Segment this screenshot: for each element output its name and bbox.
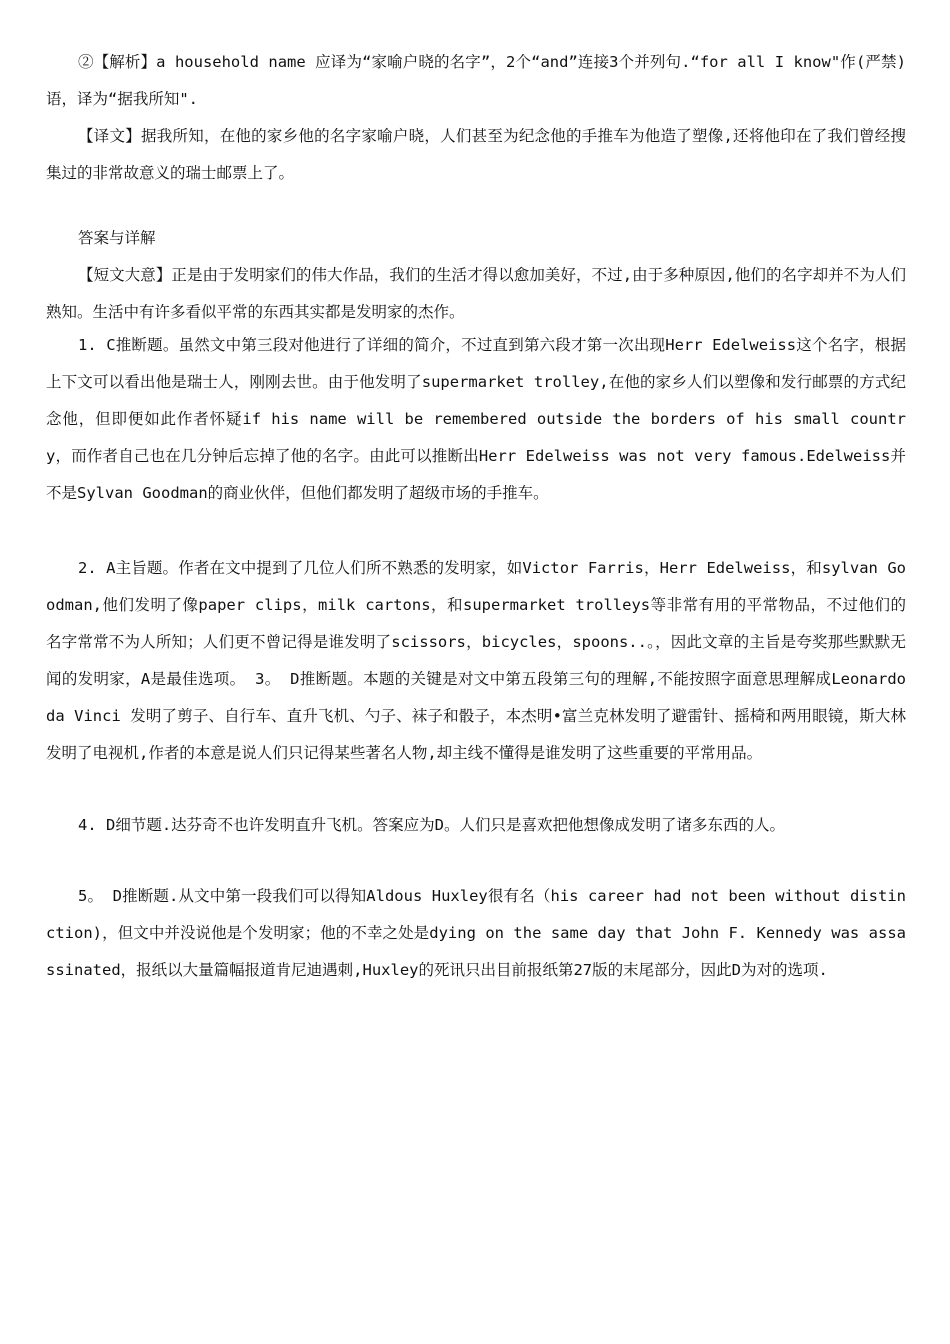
translation-paragraph: 【译文】据我所知，在他的家乡他的名字家喻户晓，人们甚至为纪念他的手推车为他造了塑像,还将他印在了我们曾经搜集过的非常故意义的瑞士邮票上了。 [46,127,906,182]
summary-paragraph: 【短文大意】正是由于发明家们的伟大作品，我们的生活才得以愈加美好，不过,由于多种原因,他们的名字却并不为人们熟知。生活中有许多看似平常的东西其实都是发明家的杰作。 [46,266,906,321]
analysis-paragraph: ②【解析】a household name 应译为“家喻户晓的名字”，2个“and”连接3个并列句.“for all I know"作(严禁)语，译为“据我所知". [46,53,906,108]
answer-heading: 答案与详解 [78,229,156,247]
answer-2-3-paragraph: 2. A主旨题。作者在文中提到了几位人们所不熟悉的发明家，如Victor Farris，Herr Edelweiss，和sylvan Goodman,他们发明了像paper clips，milk cartons，和supermarket trolleys等非常有用的平常物品，不过他们的名字常常不为人所知；人们更不曾记得是谁发明了scissors，bicycles，spoons..。，因此文章的主旨是夸奖那些默默无闻的发明家，A是最佳选项。 3。 D推断题。本题的关键是对文中第五段第三句的理解,不能按照字面意思理解成Leonardo da Vinci 发明了剪子、自行车、直升飞机、勺子、袜子和骰子，本杰明•富兰克林发明了避雷针、摇椅和两用眼镜，斯大林发明了电视机,作者的本意是说人们只记得某些著名人物,却主线不懂得是谁发明了这些重要的平常用品。 [46,559,906,762]
answer-4-paragraph: 4. D细节题.达芬奇不也许发明直升飞机。答案应为D。人们只是喜欢把他想像成发明了诸多东西的人。 [78,816,785,834]
answer-1-paragraph: 1. C推断题。虽然文中第三段对他进行了详细的简介，不过直到第六段才第一次出现Herr Edelweiss这个名字，根据上下文可以看出他是瑞士人，刚刚去世。由于他发明了supermarket trolley,在他的家乡人们以塑像和发行邮票的方式纪念他，但即便如此作者怀疑if his name will be remembered outside the borders of his small country，而作者自己也在几分钟后忘掉了他的名字。由此可以推断出Herr Edelweiss was not very famous.Edelweiss并不是Sylvan Goodman的商业伙伴，但他们都发明了超级市场的手推车。 [46,336,906,502]
answer-5-paragraph: 5。 D推断题.从文中第一段我们可以得知Aldous Huxley很有名（his career had not been without distinction)，但文中并没说他是个发明家；他的不幸之处是dying on the same day that John F. Kennedy was assassinated，报纸以大量篇幅报道肯尼迪遇刺,Huxley的死讯只出目前报纸第27版的末尾部分，因此D为对的选项. [46,887,906,979]
